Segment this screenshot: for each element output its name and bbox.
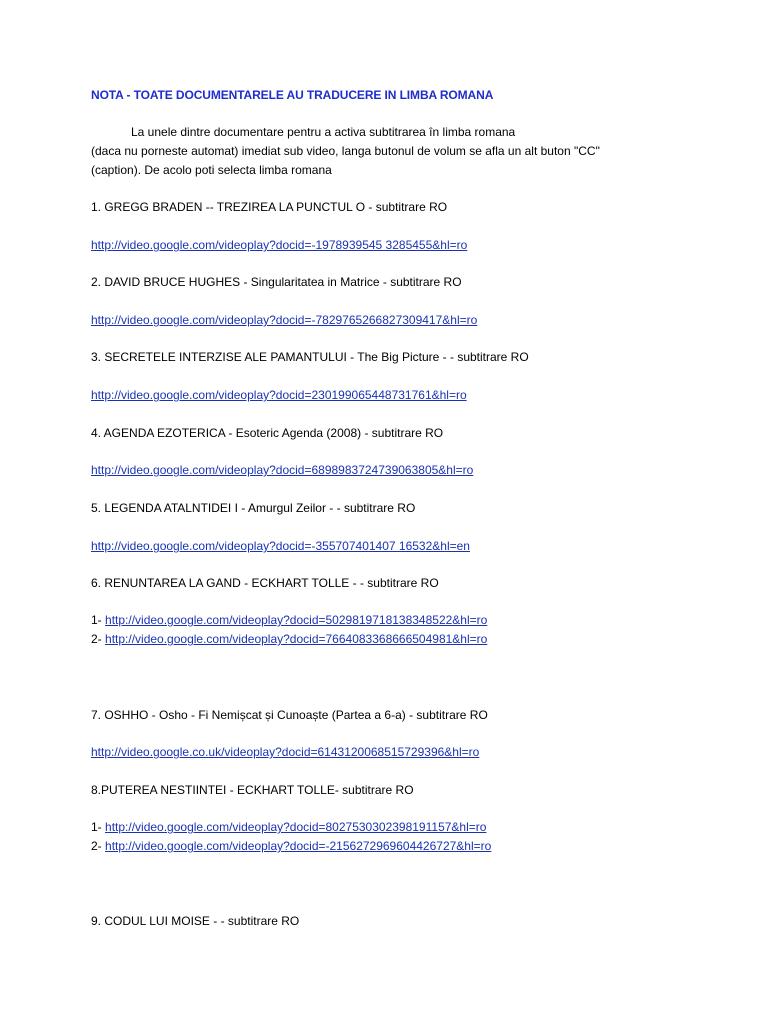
intro-line-3: (caption). De acolo poti selecta limba romana <box>91 163 332 177</box>
item-1-title: 1. GREGG BRADEN -- TREZIREA LA PUNCTUL O - subtitrare RO <box>91 200 448 214</box>
link-prefix: 2- <box>91 839 106 853</box>
item-9-title: 9. CODUL LUI MOISE - - subtitrare RO <box>91 914 300 928</box>
item-4-link-row <box>91 462 473 478</box>
intro-line-2: (daca nu porneste automat) imediat sub video, langa butonul de volum se afla un alt buton "CC" <box>91 144 600 158</box>
item-1-link[interactable]: http://video.google.com/videoplay?docid=-1978939545 3285455&hl=ro <box>91 238 468 252</box>
item-6-link-1[interactable]: http://video.google.com/videoplay?docid=5029819718138348522&hl=ro <box>105 613 488 627</box>
link-prefix: 2- <box>91 632 106 646</box>
item-3-link-row <box>91 387 467 403</box>
item-2-link[interactable]: http://video.google.com/videoplay?docid=-7829765266827309417&hl=ro <box>91 313 478 327</box>
intro-line-1: La unele dintre documentare pentru a activa subtitrarea în limba romana <box>131 125 516 139</box>
item-6-title: 6. RENUNTAREA LA GAND - ECKHART TOLLE - - subtitrare RO <box>91 576 439 590</box>
item-7-title: 7. OSHHO - Osho - Fi Nemișcat și Cunoaște (Partea a 6-a) - subtitrare RO <box>91 708 488 722</box>
item-3-title: 3. SECRETELE INTERZISE ALE PAMANTULUI - The Big Picture - - subtitrare RO <box>91 350 529 364</box>
link-prefix: 1- <box>91 820 106 834</box>
item-7-link-row <box>91 744 479 760</box>
item-5-title: 5. LEGENDA ATALNTIDEI I - Amurgul Zeilor - - subtitrare RO <box>91 501 416 515</box>
item-4-title: 4. AGENDA EZOTERICA - Esoteric Agenda (2008) - subtitrare RO <box>91 426 444 440</box>
item-8-link-row-1 <box>91 819 486 835</box>
item-8-link-row-2 <box>91 838 491 854</box>
item-6-link-row-1 <box>91 612 487 628</box>
item-4-link[interactable]: http://video.google.com/videoplay?docid=6898983724739063805&hl=ro <box>91 463 474 477</box>
item-8-link-2[interactable]: http://video.google.com/videoplay?docid=-2156272969604426727&hl=ro <box>105 839 492 853</box>
item-5-link[interactable]: http://video.google.com/videoplay?docid=-355707401407 16532&hl=en <box>91 539 470 553</box>
nota-heading: NOTA - TOATE DOCUMENTARELE AU TRADUCERE IN LIMBA ROMANA <box>91 88 494 102</box>
item-5-link-row <box>91 538 470 554</box>
item-8-title: 8.PUTEREA NESTIINTEI - ECKHART TOLLE- subtitrare RO <box>91 783 414 797</box>
item-1-link-row <box>91 237 467 253</box>
item-2-title: 2. DAVID BRUCE HUGHES - Singularitatea in Matrice - subtitrare RO <box>91 275 462 289</box>
item-7-link[interactable]: http://video.google.co.uk/videoplay?docid=6143120068515729396&hl=ro <box>91 745 480 759</box>
item-6-link-row-2 <box>91 631 487 647</box>
item-6-link-2[interactable]: http://video.google.com/videoplay?docid=7664083368666504981&hl=ro <box>105 632 488 646</box>
item-3-link[interactable]: http://video.google.com/videoplay?docid=230199065448731761&hl=ro <box>91 388 467 402</box>
link-prefix: 1- <box>91 613 106 627</box>
item-2-link-row <box>91 312 477 328</box>
item-8-link-1[interactable]: http://video.google.com/videoplay?docid=8027530302398191157&hl=ro <box>105 820 487 834</box>
